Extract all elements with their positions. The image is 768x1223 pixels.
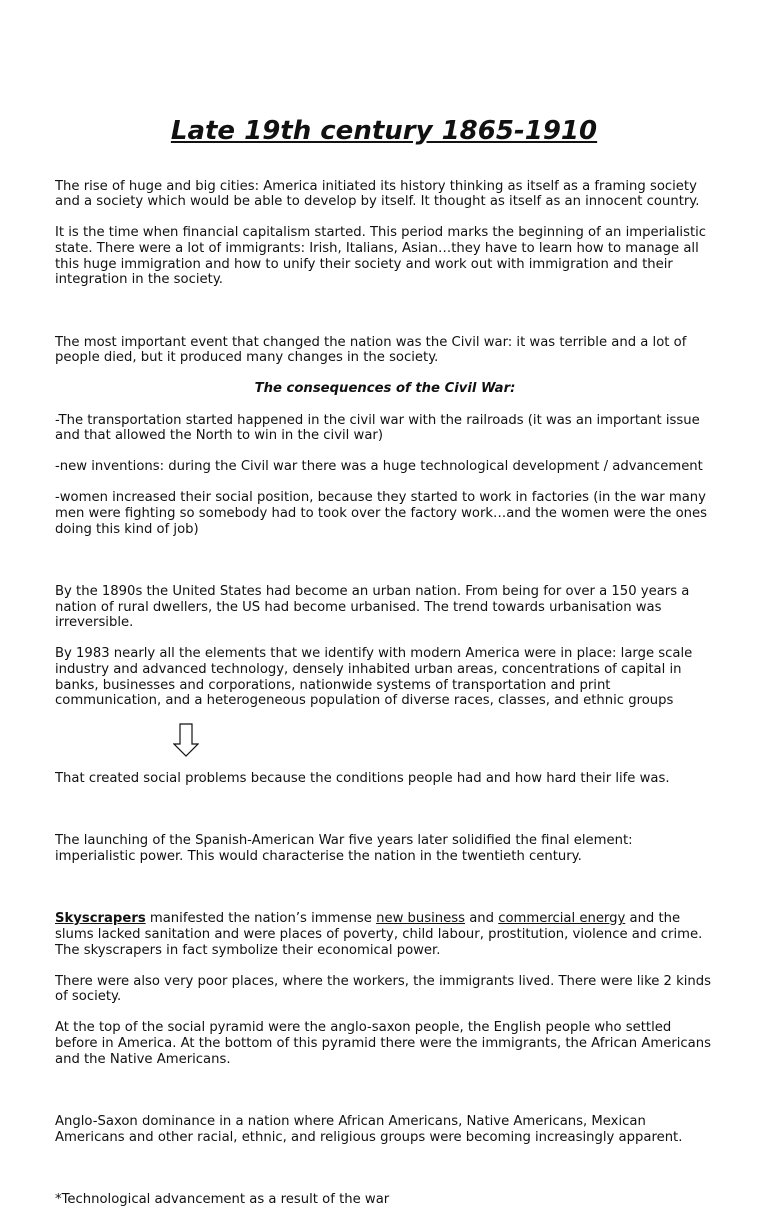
subheading: The consequences of the Civil War: (254, 381, 516, 397)
paragraph: Anglo-Saxon dominance in a nation where African Americans, Native Americans, Mexican Americans and other racial, ethnic, and religious groups were becoming increasingly apparent. (55, 1114, 683, 1145)
paragraph: The most important event that changed the nation was the Civil war: it was terrible and a lot of people died, but it produced many changes in the society. (55, 334, 687, 366)
document-body (55, 163, 715, 1223)
text-run: and the slums lacked sanitation and were places of poverty, child labour, prostitution, violence and crime. The skyscrapers in fact symbolize their economical power. (55, 911, 703, 958)
paragraph-skyscrapers (55, 911, 715, 958)
skyscrapers-term: Skyscrapers (55, 911, 146, 927)
paragraph: By 1983 nearly all the elements that we identify with modern America were in place: large scale industry and advanced technology, densely inhabited urban areas, concentrations of capital in banks, businesses and corporations, nationwide systems of transportation and print communication, and a heterogeneous population of diverse races, classes, and ethnic groups (55, 646, 693, 709)
list-item: -women increased their social position, because they started to work in factories (in the war many men were fighting so somebody had to took over the factory work…and the women were the ones doing this kind of job) (55, 490, 707, 537)
paragraph: That created social problems because the conditions people had and how hard their life was. (55, 770, 670, 786)
paragraph: The launching of the Spanish-American War five years later solidified the final element: imperialistic power. This would characterise the nation in the twentieth century. (55, 833, 633, 864)
document-title: Late 19th century 1865-1910 (170, 116, 598, 146)
list-item: -new inventions: during the Civil war there was a huge technological development / advancement (55, 459, 703, 475)
paragraph: It is the time when financial capitalism started. This period marks the beginning of an imperialistic state. There were a lot of immigrants: Irish, Italians, Asian…they have to learn how to manage all this huge immigration and how to unify their society and work out with immigration and their integration in the society. (55, 225, 707, 288)
spacer (55, 1161, 715, 1177)
text-run: manifested the nation’s immense (145, 911, 377, 927)
paragraph: The rise of huge and big cities: America initiated its history thinking as itself as a framing society and a society which would be able to develop by itself. It thought as itself as an innocent country. (55, 178, 700, 210)
spacer (55, 303, 715, 319)
spacer (55, 553, 715, 569)
down-arrow-icon (173, 723, 199, 757)
paragraph: *Technological advancement as a result of the war (55, 1192, 390, 1207)
paragraph: At the top of the social pyramid were the anglo-saxon people, the English people who settled before in America. At the bottom of this pyramid there were the immigrants, the African Americans and the Native Americans. (55, 1020, 711, 1067)
list-item: -The transportation started happened in the civil war with the railroads (it was an important issue and that allowed the North to win in the civil war) (55, 412, 700, 444)
arrow-spacer (55, 724, 715, 755)
text-run: and (465, 911, 499, 927)
spacer (55, 880, 715, 896)
paragraph: By the 1890s the United States had become an urban nation. From being for over a 150 years a nation of rural dwellers, the US had become urbanised. The trend towards urbanisation was irreversible. (55, 584, 690, 631)
spacer (55, 1083, 715, 1099)
paragraph: There were also very poor places, where the workers, the immigrants lived. There were like 2 kinds of society. (55, 973, 712, 1005)
spacer (55, 802, 715, 818)
new-business-term: new business (376, 911, 466, 927)
commercial-energy-term: commercial energy (498, 911, 626, 927)
